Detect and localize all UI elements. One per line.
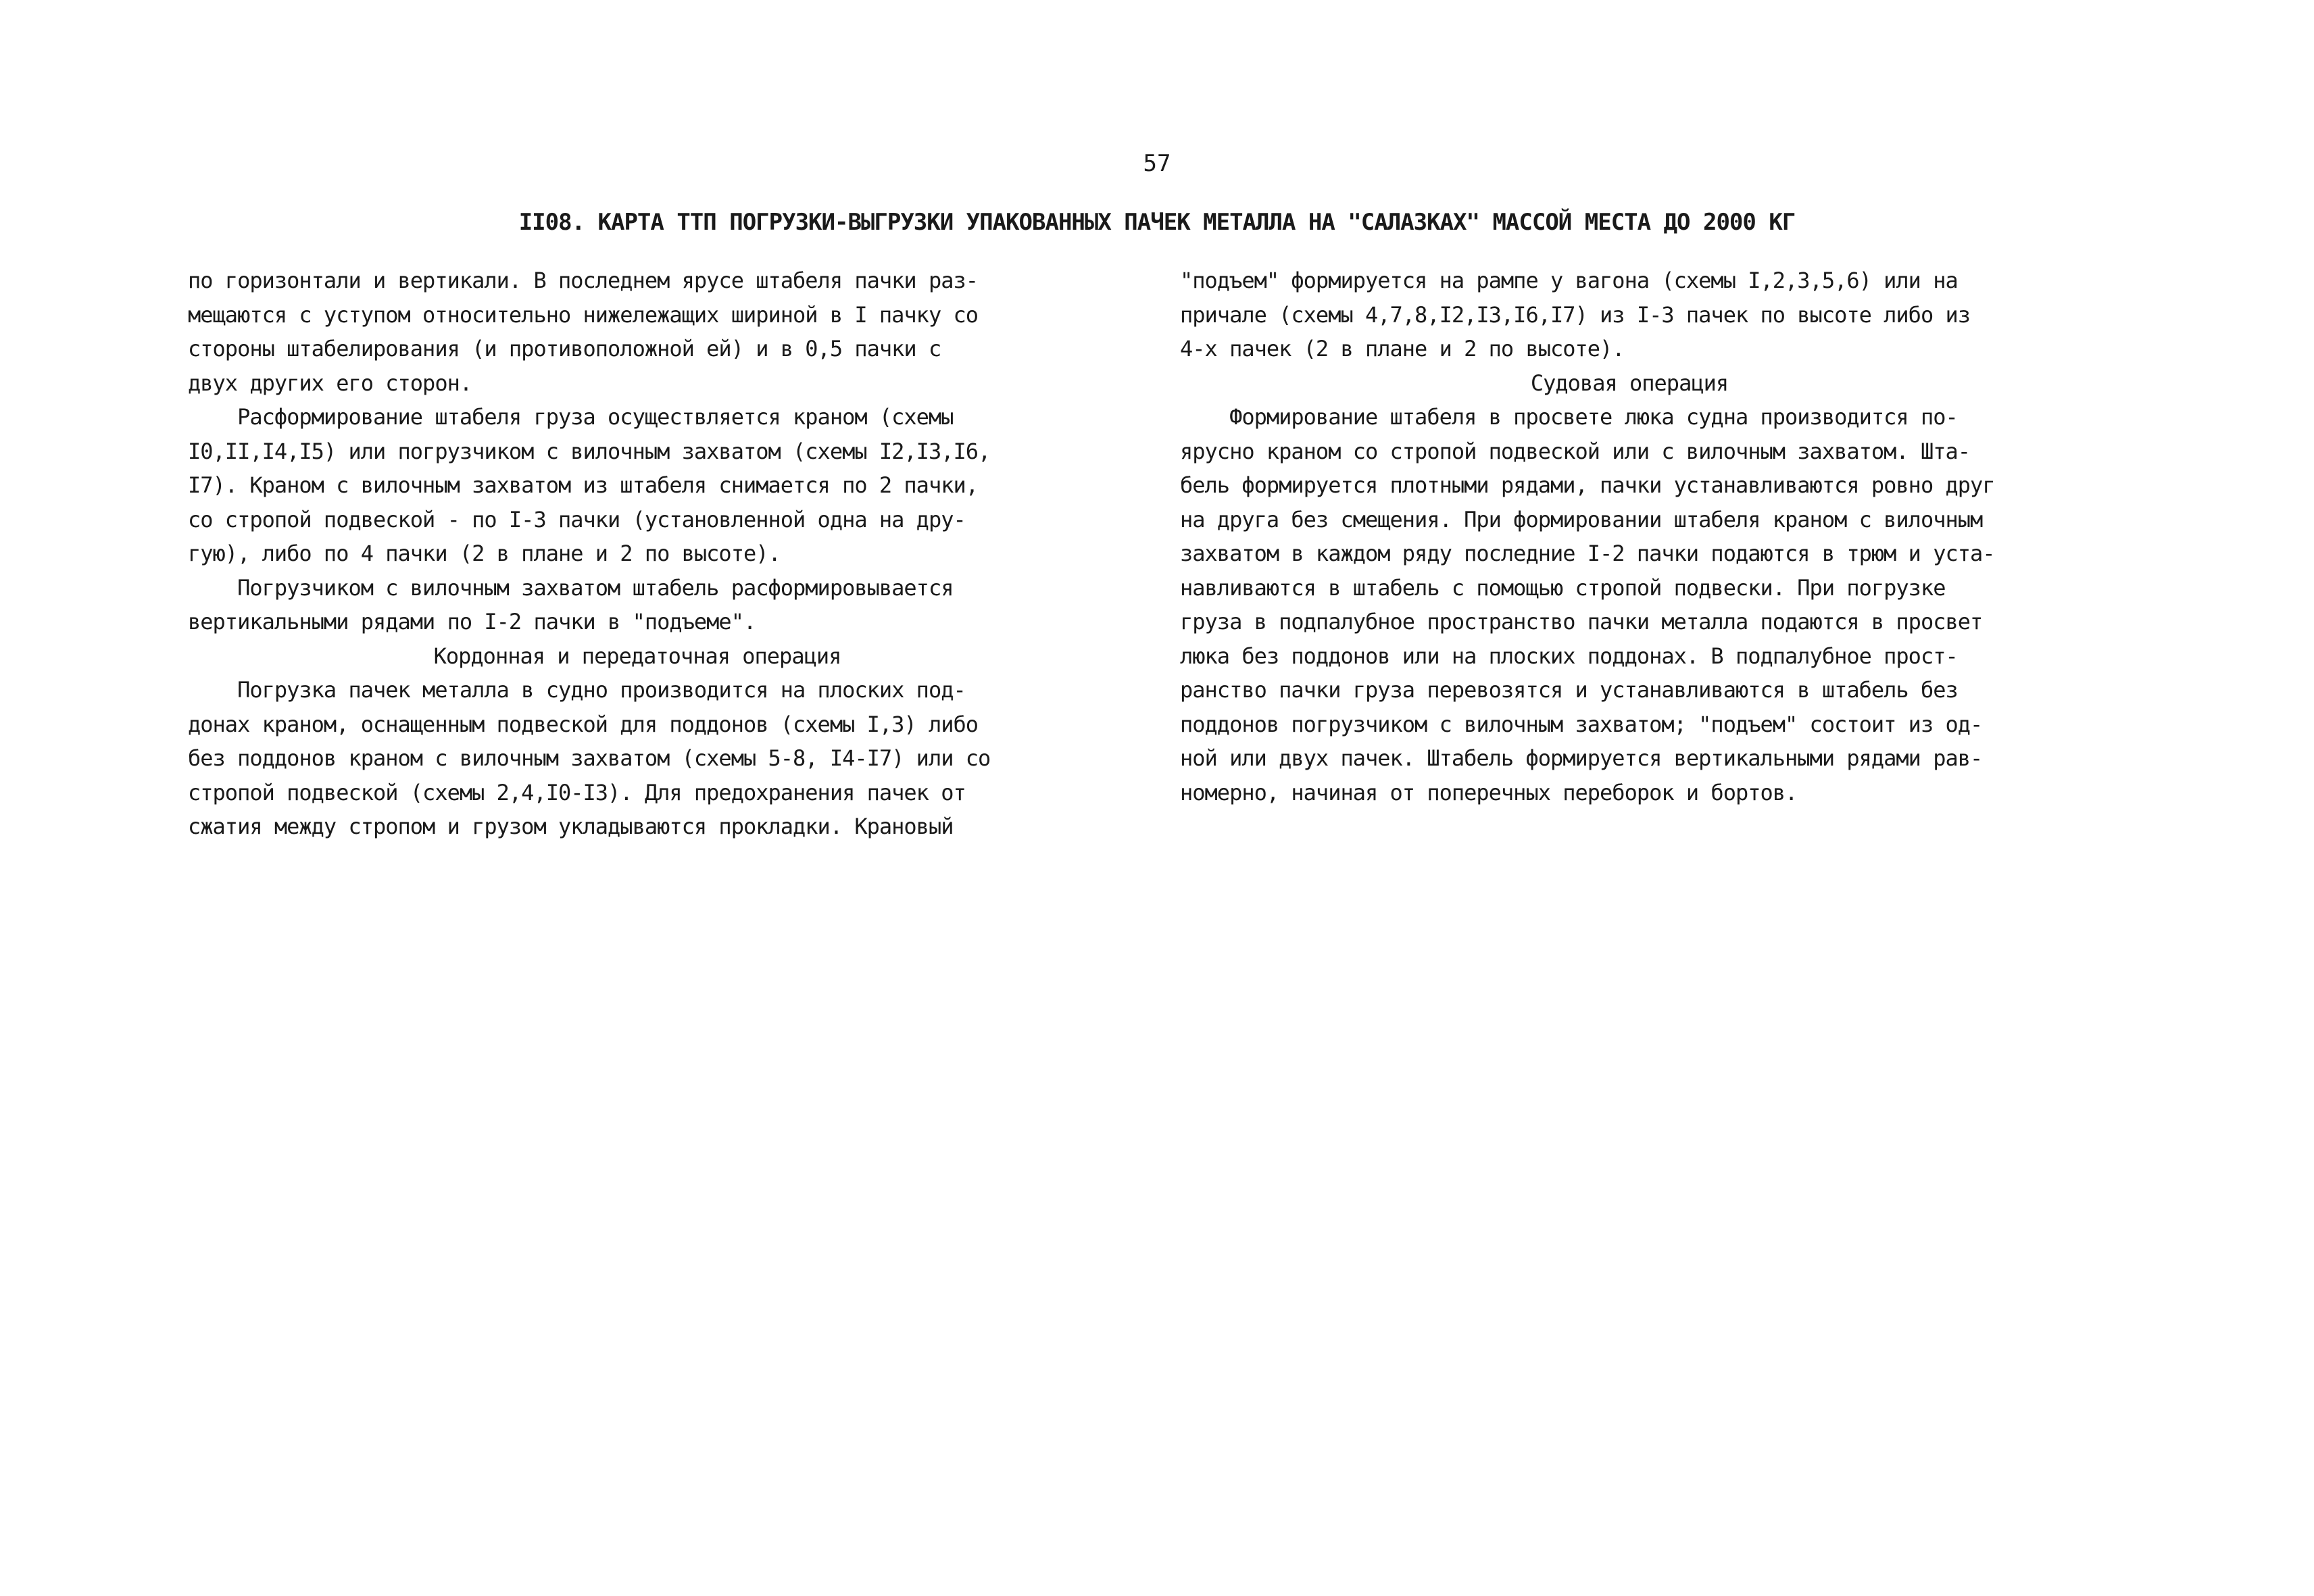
text-line: сжатия между стропом и грузом укладываются прокладки. Крановый: [188, 814, 954, 839]
text-line: причале (схемы 4,7,8,I2,I3,I6,I7) из I-3 пачек по высоте либо из: [1180, 301, 1970, 328]
section-heading: Судовая операция: [1530, 370, 1729, 396]
text-line: захватом в каждом ряду последние I-2 пачки подаются в трюм и уста-: [1180, 541, 1995, 566]
text-line: стороны штабелирования (и противоположной ей) и в 0,5 пачки с: [188, 336, 941, 361]
page-number: 57: [1143, 150, 1171, 177]
document-title: II08. КАРТА ТТП ПОГРУЗКИ-ВЫГРУЗКИ УПАКОВАННЫХ ПАЧЕК МЕТАЛЛА НА "САЛАЗКАХ" МАССОЙ МЕСТА ДО 2000 КГ: [518, 209, 1796, 236]
text-line: 4-х пачек (2 в плане и 2 по высоте).: [1180, 336, 1625, 361]
text-line: гую), либо по 4 пачки (2 в плане и 2 по высоте).: [188, 541, 781, 566]
text-line: двух других его сторон.: [188, 370, 472, 396]
text-line: Расформирование штабеля груза осуществляется краном (схемы: [188, 404, 954, 430]
text-line: по горизонтали и вертикали. В последнем ярусе штабеля пачки раз-: [188, 268, 978, 293]
text-line: со стропой подвеской - по I-3 пачки (установленной одна на дру-: [188, 506, 966, 532]
text-line: ранство пачки груза перевозятся и устанавливаются в штабель без: [1180, 677, 1958, 703]
text-line: без поддонов краном с вилочным захватом (схемы 5-8, I4-I7) или со: [188, 745, 991, 771]
text-line: Погрузчиком с вилочным захватом штабель расформировывается: [188, 574, 954, 601]
left-text-column: [188, 264, 1087, 844]
text-line: стропой подвеской (схемы 2,4,I0-I3). Для предохранения пачек от: [188, 779, 966, 805]
text-line: поддонов погрузчиком с вилочным захватом; "подъем" состоит из од-: [1180, 711, 1983, 737]
text-line: номерно, начиная от поперечных переборок и бортов.: [1180, 779, 1798, 805]
section-heading: Кордонная и передаточная операция: [433, 643, 841, 669]
text-line: бель формируется плотными рядами, пачки устанавливаются ровно друг: [1180, 472, 1995, 498]
text-line: I0,II,I4,I5) или погрузчиком с вилочным захватом (схемы I2,I3,I6,: [188, 438, 991, 464]
text-line: I7). Краном с вилочным захватом из штабеля снимается по 2 пачки,: [188, 472, 978, 498]
text-line: ной или двух пачек. Штабель формируется вертикальными рядами рав-: [1180, 745, 1983, 771]
text-line: вертикальными рядами по I-2 пачки в "подъеме".: [188, 609, 756, 634]
text-line: ярусно краном со стропой подвеской или с вилочным захватом. Шта-: [1180, 438, 1970, 464]
right-text-column: [1180, 264, 2079, 809]
text-line: мещаются с уступом относительно нижележащих шириной в I пачку со: [188, 301, 978, 328]
text-line: Погрузка пачек металла в судно производится на плоских под-: [188, 677, 966, 703]
text-line: груза в подпалубное пространство пачки металла подаются в просвет: [1180, 609, 1983, 634]
text-line: Формирование штабеля в просвете люка судна производится по-: [1180, 404, 1958, 430]
text-line: на друга без смещения. При формировании штабеля краном с вилочным: [1180, 506, 1983, 532]
text-line: навливаются в штабель с помощью стропой подвески. При погрузке: [1180, 574, 1946, 601]
text-line: люка без поддонов или на плоских поддонах. В подпалубное прост-: [1180, 643, 1958, 669]
text-line: донах краном, оснащенным подвеской для поддонов (схемы I,3) либо: [188, 711, 978, 737]
text-line: "подъем" формируется на рампе у вагона (схемы I,2,3,5,6) или на: [1180, 268, 1958, 293]
